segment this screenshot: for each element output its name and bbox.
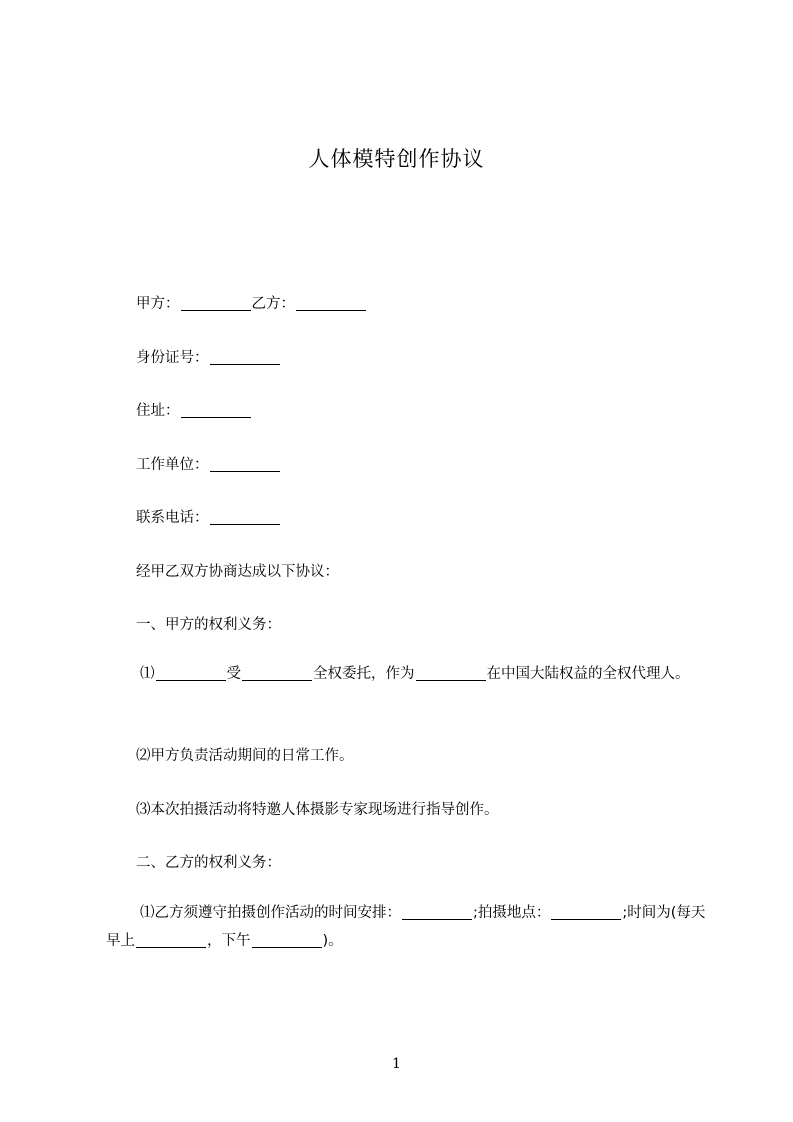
- party-a-label: 甲方：: [136, 296, 180, 312]
- section1-item3: ⑶本次拍摄活动将特邀人体摄影专家现场进行指导创作。: [136, 802, 499, 818]
- section2-item1-part5: )。: [322, 933, 343, 949]
- section2-item1-blank3: [136, 946, 206, 948]
- party-b-blank: [296, 309, 366, 311]
- party-line: [136, 292, 367, 313]
- document-title: 人体模特创作协议: [308, 147, 485, 171]
- section1-item1: [106, 660, 716, 688]
- address-line: [136, 399, 252, 420]
- section1-item1-part2: 受: [226, 666, 241, 682]
- address-label: 住址：: [136, 403, 180, 419]
- section2-item1-blank2: [551, 918, 621, 920]
- section2-item1-blank1: [402, 918, 472, 920]
- phone-line: [136, 506, 281, 527]
- section1-item1-part4: 在中国大陆权益的全权代理人。: [486, 666, 690, 682]
- phone-label: 联系电话：: [136, 510, 209, 526]
- section1-item1-part1: ⑴: [140, 666, 155, 682]
- party-b-label: 乙方：: [251, 296, 295, 312]
- intro-text: 经甲乙双方协商达成以下协议：: [136, 564, 339, 580]
- section2-item1: [106, 899, 716, 955]
- id-number-line: [136, 346, 281, 367]
- section2-item1-part1: ⑴乙方须遵守拍摄创作活动的时间安排：: [140, 905, 401, 921]
- party-a-blank: [181, 309, 251, 311]
- section1-item1-blank3: [416, 679, 486, 681]
- section2-item1-part2: ;拍摄地点：: [473, 905, 551, 921]
- id-number-label: 身份证号：: [136, 350, 209, 366]
- work-unit-label: 工作单位：: [136, 457, 209, 473]
- page-number: 1: [392, 1056, 401, 1072]
- id-number-blank: [210, 363, 280, 365]
- section1-item1-part3: 全权委托，作为: [313, 666, 415, 682]
- section2-item1-part3: ;时间为(每天早上: [106, 905, 706, 949]
- section1-item2: ⑵甲方负责活动期间的日常工作。: [136, 748, 354, 764]
- section2-item1-blank4: [252, 946, 322, 948]
- address-blank: [181, 416, 251, 418]
- section1-heading: 一、甲方的权利义务：: [136, 617, 281, 633]
- section1-item1-blank2: [242, 679, 312, 681]
- work-unit-line: [136, 453, 281, 474]
- phone-blank: [210, 523, 280, 525]
- work-unit-blank: [210, 470, 280, 472]
- section1-item1-blank1: [156, 679, 226, 681]
- section2-item1-part4: ，下午: [207, 933, 251, 949]
- section2-heading: 二、乙方的权利义务：: [136, 855, 281, 871]
